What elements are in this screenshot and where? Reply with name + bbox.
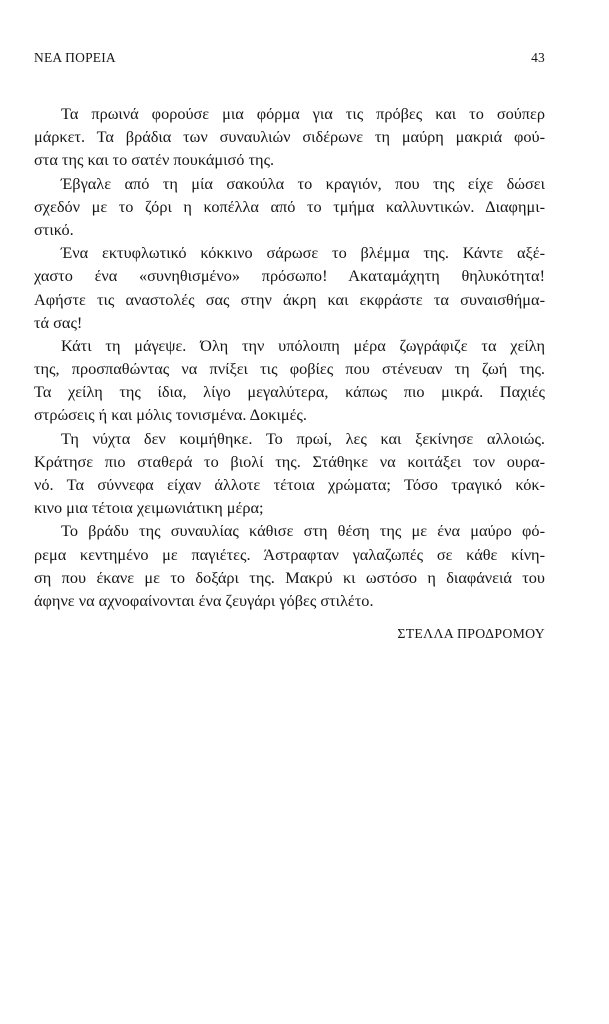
text-line: μάρκετ. Τα βράδια των συναυλιών σιδέρωνε τη μαύρη μακριά φού- (34, 127, 545, 147)
text-line: Τα χείλη της ίδια, λίγο μεγαλύτερα, κάπως πιο μικρά. Παχιές (34, 382, 545, 402)
text-line: Το βράδυ της συναυλίας κάθισε στη θέση της με ένα μαύρο φό- (61, 521, 545, 541)
text-line: νό. Τα σύννεφα είχαν άλλοτε τέτοια χρώματα; Τόσο τραγικό κόκ- (34, 475, 545, 494)
running-title: ΝΕΑ ΠΟΡΕΙΑ (34, 50, 116, 65)
text-line: στα της και το σατέν πουκάμισό της. (34, 150, 275, 170)
text-line: Κράτησε πιο σταθερά το βιολί της. Στάθηκε να κοιτάξει τον ουρα- (34, 451, 545, 471)
paragraph (34, 172, 545, 242)
paragraph (34, 334, 545, 427)
text-line: ρεμα κεντημένο με παγιέτες. Άστραφταν γαλαζωπές σε κάθε κίνη- (34, 544, 545, 564)
text-line: Αφήστε τις αναστολές σας στην άκρη και εκφράστε τα συναισθήμα- (34, 289, 545, 309)
author-signature: ΣΤΕΛΛΑ ΠΡΟΔΡΟΜΟΥ (397, 626, 545, 641)
text-line: Τη νύχτα δεν κοιμήθηκε. Το πρωί, λες και ξεκίνησε αλλοιώς. (61, 428, 545, 448)
text-line: χαστο ένα «συνηθισμένο» πρόσωπο! Ακαταμάχητη θηλυκότητα! (34, 266, 545, 286)
text-line: της, προσπαθώντας να πνίξει τις φοβίες που στένευαν τη ζωή της. (34, 359, 545, 379)
paragraph (34, 241, 545, 334)
page-header (34, 50, 545, 70)
text-line: τά σας! (34, 312, 83, 332)
paragraph (34, 102, 545, 172)
text-line: Ένα εκτυφλωτικό κόκκινο σάρωσε το βλέμμα της. Κάντε αξέ- (61, 243, 545, 263)
text-line: Κάτι τη μάγεψε. Όλη την υπόλοιπη μέρα ζωγράφιζε τα χείλη (61, 335, 545, 355)
paragraph (34, 427, 545, 520)
text-line: άφηνε να αχνοφαίνονται ένα ζευγάρι γόβες στιλέτο. (34, 590, 374, 610)
text-line: σχεδόν με το ζόρι η κοπέλλα από το τμήμα καλλυντικών. Διαφημι- (34, 196, 545, 216)
text-line: κινο μια τέτοια χειμωνιάτικη μέρα; (34, 498, 264, 518)
text-line: ση που έκανε με το δοξάρι της. Μακρύ κι ωστόσο η διαφάνειά του (34, 567, 545, 587)
text-line: στικό. (34, 219, 74, 239)
text-line: Έβγαλε από τη μία σακούλα το κραγιόν, που της είχε δώσει (61, 173, 545, 193)
paragraph (34, 519, 545, 612)
body-text (34, 102, 545, 612)
text-line: στρώσεις ή και μόλις τονισμένα. Δοκιμές. (34, 405, 307, 425)
page-number: 43 (531, 50, 545, 65)
text-line: Τα πρωινά φορούσε μια φόρμα για τις πρόβες και το σούπερ (61, 104, 545, 123)
